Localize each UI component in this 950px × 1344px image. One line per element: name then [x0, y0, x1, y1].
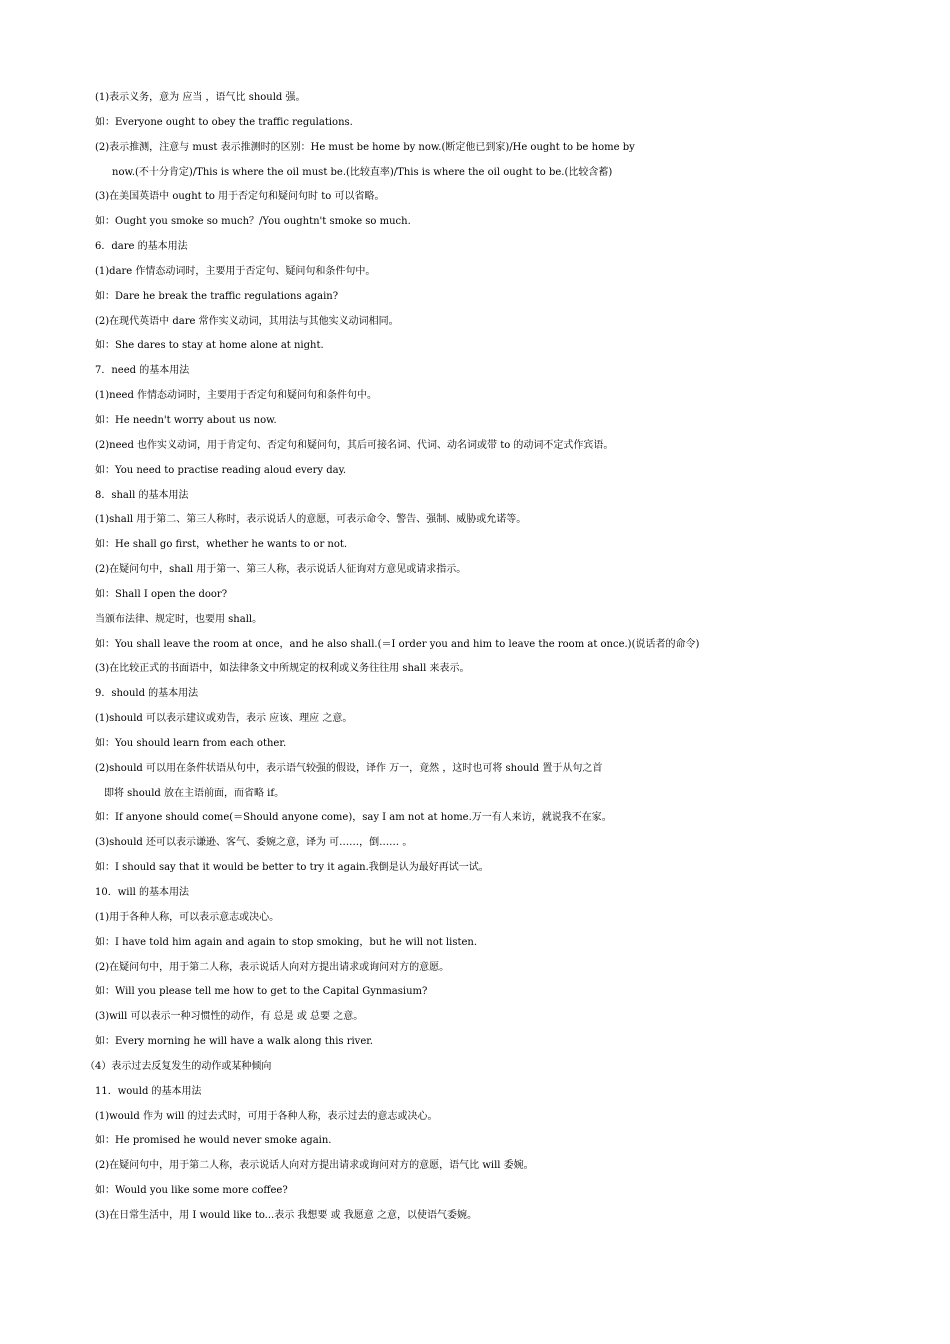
- text-line: 即将 should 放在主语前面，而省略 if。: [104, 787, 285, 799]
- text-line: (1)shall 用于第二、第三人称时，表示说话人的意愿，可表示命令、警告、强制、威胁或允诺等。: [95, 514, 527, 526]
- text-line: 7．need 的基本用法: [95, 365, 190, 377]
- text-line: 6．dare 的基本用法: [95, 241, 188, 253]
- text-line: (3)will 可以表示一种习惯性的动作，有 总是 或 总要 之意。: [95, 1011, 364, 1023]
- text-line: 8．shall 的基本用法: [95, 489, 189, 501]
- text-line: 9．should 的基本用法: [95, 688, 199, 700]
- text-line: (2)should 可以用在条件状语从句中，表示语气较强的假设，译作 万一，竟然 ，这时也可将 should 置于从句之首: [95, 762, 603, 774]
- text-line: (1)need 作情态动词时，主要用于否定句和疑问句和条件句中。: [95, 390, 378, 402]
- text-line: (2)在现代英语中 dare 常作实义动词，其用法与其他实义动词相同。: [95, 315, 399, 327]
- text-line: 如：You shall leave the room at once，and he also shall.(＝I order you and him to leave the room at once.)(说话者的命令): [95, 638, 700, 650]
- text-line: 如：Will you please tell me how to get to the Capital Gynmasium?: [95, 986, 428, 998]
- text-line: (1)dare 作情态动词时，主要用于否定句、疑问句和条件句中。: [95, 265, 376, 277]
- text-line: (1)用于各种人称，可以表示意志或决心。: [95, 911, 280, 923]
- text-line: 如：I have told him again and again to stop smoking，but he will not listen.: [95, 936, 478, 948]
- text-line: 如：Shall I open the door?: [95, 588, 228, 600]
- text-line: (3)在美国英语中 ought to 用于否定句和疑问句时 to 可以省略。: [95, 191, 385, 203]
- text-line: 如：You need to practise reading aloud every day.: [95, 464, 347, 476]
- text-line: 如：She dares to stay at home alone at night.: [95, 340, 324, 352]
- text-line: (1)should 可以表示建议或劝告，表示 应该、理应 之意。: [95, 713, 353, 725]
- text-line: 如：Everyone ought to obey the traffic regulations.: [95, 116, 353, 128]
- text-line: 10．will 的基本用法: [95, 887, 190, 898]
- text-line: 如：If anyone should come(＝Should anyone come)，say I am not at home.万一有人来访，就说我不在家。: [95, 812, 612, 824]
- text-line: 如：Ought you smoke so much？/You oughtn't smoke so much.: [95, 216, 411, 228]
- document-body: [0, 86, 950, 1229]
- text-line: 当颁布法律、规定时，也要用 shall。: [95, 613, 263, 625]
- text-line: （4）表示过去反复发生的动作或某种倾向: [85, 1060, 272, 1072]
- text-line: (1)would 作为 will 的过去式时，可用于各种人称，表示过去的意志或决心。: [95, 1110, 438, 1122]
- text-line: (2)表示推测，注意与 must 表示推测时的区别：He must be home by now.(断定他已到家)/He ought to be home by: [95, 141, 635, 153]
- text-line: (2)在疑问句中，用于第二人称，表示说话人向对方提出请求或询问对方的意愿，语气比 will 委婉。: [95, 1160, 534, 1172]
- text-line: 如：You should learn from each other.: [95, 737, 287, 749]
- text-line: (2)need 也作实义动词，用于肯定句、否定句和疑问句，其后可接名词、代词、动名词或带 to 的动词不定式作宾语。: [95, 439, 614, 451]
- text-line: (1)表示义务，意为 应当 ，语气比 should 强。: [95, 92, 306, 103]
- text-line: now.(不十分肯定)/This is where the oil must be.(比较直率)/This is where the oil ought to be.(比较含蓄): [112, 166, 613, 178]
- text-line: 11．would 的基本用法: [95, 1085, 202, 1097]
- text-line: 如：I should say that it would be better to try it again.我倒是认为最好再试一试。: [95, 862, 489, 874]
- text-line: (3)should 还可以表示谦逊、客气、委婉之意，译为 可……，倒…… 。: [95, 837, 413, 849]
- text-line: 如：Dare he break the traffic regulations again?: [95, 290, 339, 302]
- text-line: 如：Every morning he will have a walk along this river.: [95, 1036, 374, 1048]
- text-line: (3)在日常生活中，用 I would like to...表示 我想要 或 我愿意 之意，以使语气委婉。: [95, 1209, 477, 1221]
- text-line: (2)在疑问句中，shall 用于第一、第三人称，表示说话人征询对方意见或请求指示。: [95, 564, 467, 576]
- text-line: 如：He needn't worry about us now.: [95, 414, 277, 426]
- text-line: 如：Would you like some more coffee?: [95, 1185, 288, 1197]
- text-line: (3)在比较正式的书面语中，如法律条文中所规定的权利或义务往往用 shall 来表示。: [95, 663, 470, 675]
- text-line: (2)在疑问句中，用于第二人称，表示说话人向对方提出请求或询问对方的意愿。: [95, 961, 450, 973]
- text-line: 如：He shall go first，whether he wants to or not.: [95, 539, 348, 551]
- text-line: 如：He promised he would never smoke again.: [95, 1135, 332, 1147]
